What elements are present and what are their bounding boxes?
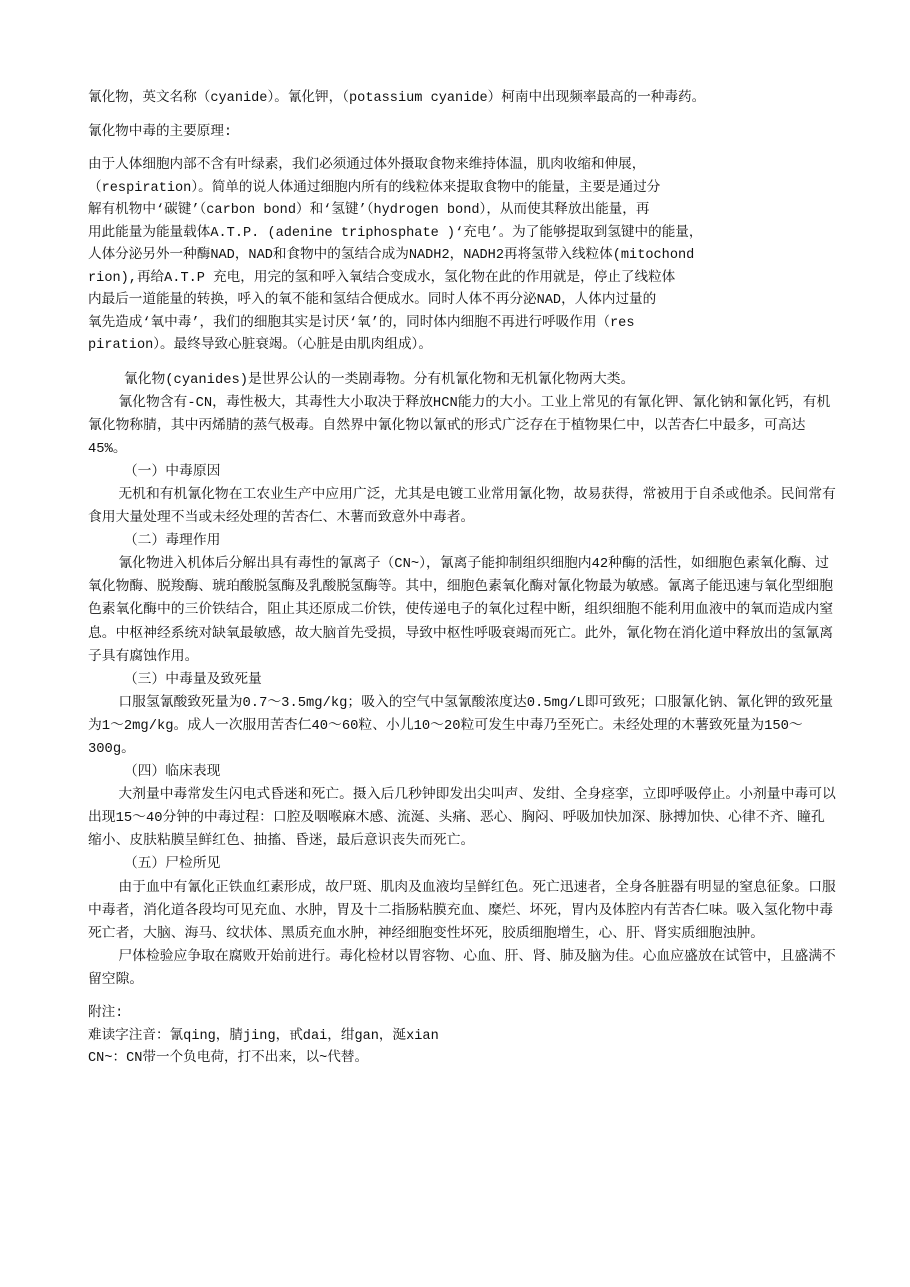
cyanide-description: 氰化物含有-CN，毒性极大，其毒性大小取决于释放HCN能力的大小。工业上常见的有氰化钾、氰化钠和氰化钙，有机氰化物称腈，其中丙烯腈的蒸气极毒。自然界中氰化物以氰甙的形式广泛存在于植物果仁中，以苦杏仁中最多，可高达45%。 [88, 395, 831, 457]
section-text-dose: 口服氢氰酸致死量为0.7～3.5mg/kg；吸入的空气中氢氰酸浓度达0.5mg/L即可致死；口服氰化钠、氰化钾的致死量为1～2mg/kg。成人一次服用苦杏仁40～60粒、小儿10～20粒可发生中毒乃至死亡。未经处理的木薯致死量为150～300g。 [88, 695, 834, 757]
notes-pronunciation: 难读字注音：氰qing，腈jing，甙dai，绀gan，涎xian [88, 1028, 439, 1044]
principle-line: 由于人体细胞内部不含有叶绿素，我们必须通过体外摄取食物来维持体温，肌肉收缩和伸展， [88, 158, 646, 173]
section-text-inspection: 尸体检验应争取在腐败开始前进行。毒化检材以胃容物、心血、肝、肾、肺及脑为佳。心血应盛放在试管中，且盛满不留空隙。 [88, 949, 836, 988]
principle-paragraph [88, 155, 838, 358]
principle-line: rion),再给A.T.P 充电，用完的氢和呼入氧结合变成水，氢化物在此的作用就是，停止了线粒体 [88, 270, 676, 286]
section-text-clinical: 大剂量中毒常发生闪电式昏迷和死亡。摄入后几秒钟即发出尖叫声、发绀、全身痉挛，立即呼吸停止。小剂量中毒可以出现15～40分钟的中毒过程：口腔及咽喉麻木感、流涎、头痛、恶心、胸闷、呼吸加快加深、脉搏加快、心律不齐、瞳孔缩小、皮肤粘膜呈鲜红色、抽搐、昏迷，最后意识丧失而死亡。 [88, 788, 836, 850]
document-content [88, 88, 838, 1071]
notes-cn-symbol: CN~：CN带一个负电荷，打不出来，以~代替。 [88, 1051, 369, 1067]
principle-line: 氧先造成‘氧中毒’，我们的细胞其实是讨厌‘氧’的，同时体内细胞不再进行呼吸作用（res [88, 315, 635, 331]
section-text-cause: 无机和有机氰化物在工农业生产中应用广泛，尤其是电镀工业常用氰化物，故易获得，常被用于自杀或他杀。民间常有食用大量处理不当或未经处理的苦杏仁、木薯而致意外中毒者。 [88, 487, 836, 527]
section-text-autopsy: 由于血中有氰化正铁血红素形成，故尸斑、肌肉及血液均呈鲜红色。死亡迅速者，全身各脏器有明显的窒息征象。口服中毒者，消化道各段均可见充血、水肿，胃及十二指肠粘膜充血、糜烂、坏死，胃内及体腔内有苦杏仁味。吸入氢化物中毒死亡者，大脑、海马、纹状体、黑质充血水肿，神经细胞变性坏死，胶质细胞增生，心、肝、肾实质细胞浊肿。 [88, 880, 836, 942]
principle-line: piration）。最终导致心脏衰竭。（心脏是由肌肉组成）。 [88, 338, 432, 353]
principle-line: 内最后一道能量的转换，呼入的氧不能和氢结合便成水。同时人体不再分泌NAD，人体内过量的 [88, 293, 657, 308]
section-text-toxicology: 氰化物进入机体后分解出具有毒性的氰离子（CN~），氰离子能抑制组织细胞内42种酶的活性，如细胞色素氧化酶、过氧化物酶、脱羧酶、琥珀酸脱氢酶及乳酸脱氢酶等。其中，细胞色素氧化酶对氰化物最为敏感。氰离子能迅速与氧化型细胞色素氧化酶中的三价铁结合，阻止其还原成二价铁，使传递电子的氧化过程中断，组织细胞不能利用血液中的氧而造成内窒息。中枢神经系统对缺氧最敏感，故大脑首先受损，导致中枢性呼吸衰竭而死亡。此外，氰化物在消化道中释放出的氢氰离子具有腐蚀作用。 [88, 557, 834, 665]
intro-line: 氰化物，英文名称（cyanide）。氰化钾，（potassium cyanide）柯南中出现频率最高的一种毒药。 [88, 91, 706, 106]
section-heading-toxicology: （二）毒理作用 [123, 534, 221, 550]
principle-heading: 氰化物中毒的主要原理: [88, 124, 233, 140]
principle-line: 人体分泌另外一种酶NAD，NAD和食物中的氢结合成为NADH2，NADH2再将氢带入线粒体(mitochond [88, 248, 695, 263]
notes-heading: 附注: [88, 1006, 124, 1022]
cyanide-overview: 氰化物(cyanides)是世界公认的一类剧毒物。分有机氰化物和无机氰化物两大类。 [123, 372, 635, 388]
section-heading-autopsy: （五）尸检所见 [123, 857, 221, 873]
section-heading-cause: （一）中毒原因 [123, 464, 221, 480]
principle-line: 用此能量为能量载体A.T.P. (adenine triphosphate )‘充电’。为了能够提取到氢键中的能量， [88, 225, 703, 241]
section-heading-clinical: （四）临床表现 [123, 765, 221, 781]
principle-line: 解有机物中‘碳键’（carbon bond）和‘氢键’（hydrogen bond），从而使其释放出能量，再 [88, 203, 650, 218]
principle-line: （respiration）。简单的说人体通过细胞内所有的线粒体来提取食物中的能量，主要是通过分 [88, 180, 661, 196]
section-heading-dose: （三）中毒量及致死量 [123, 672, 262, 688]
